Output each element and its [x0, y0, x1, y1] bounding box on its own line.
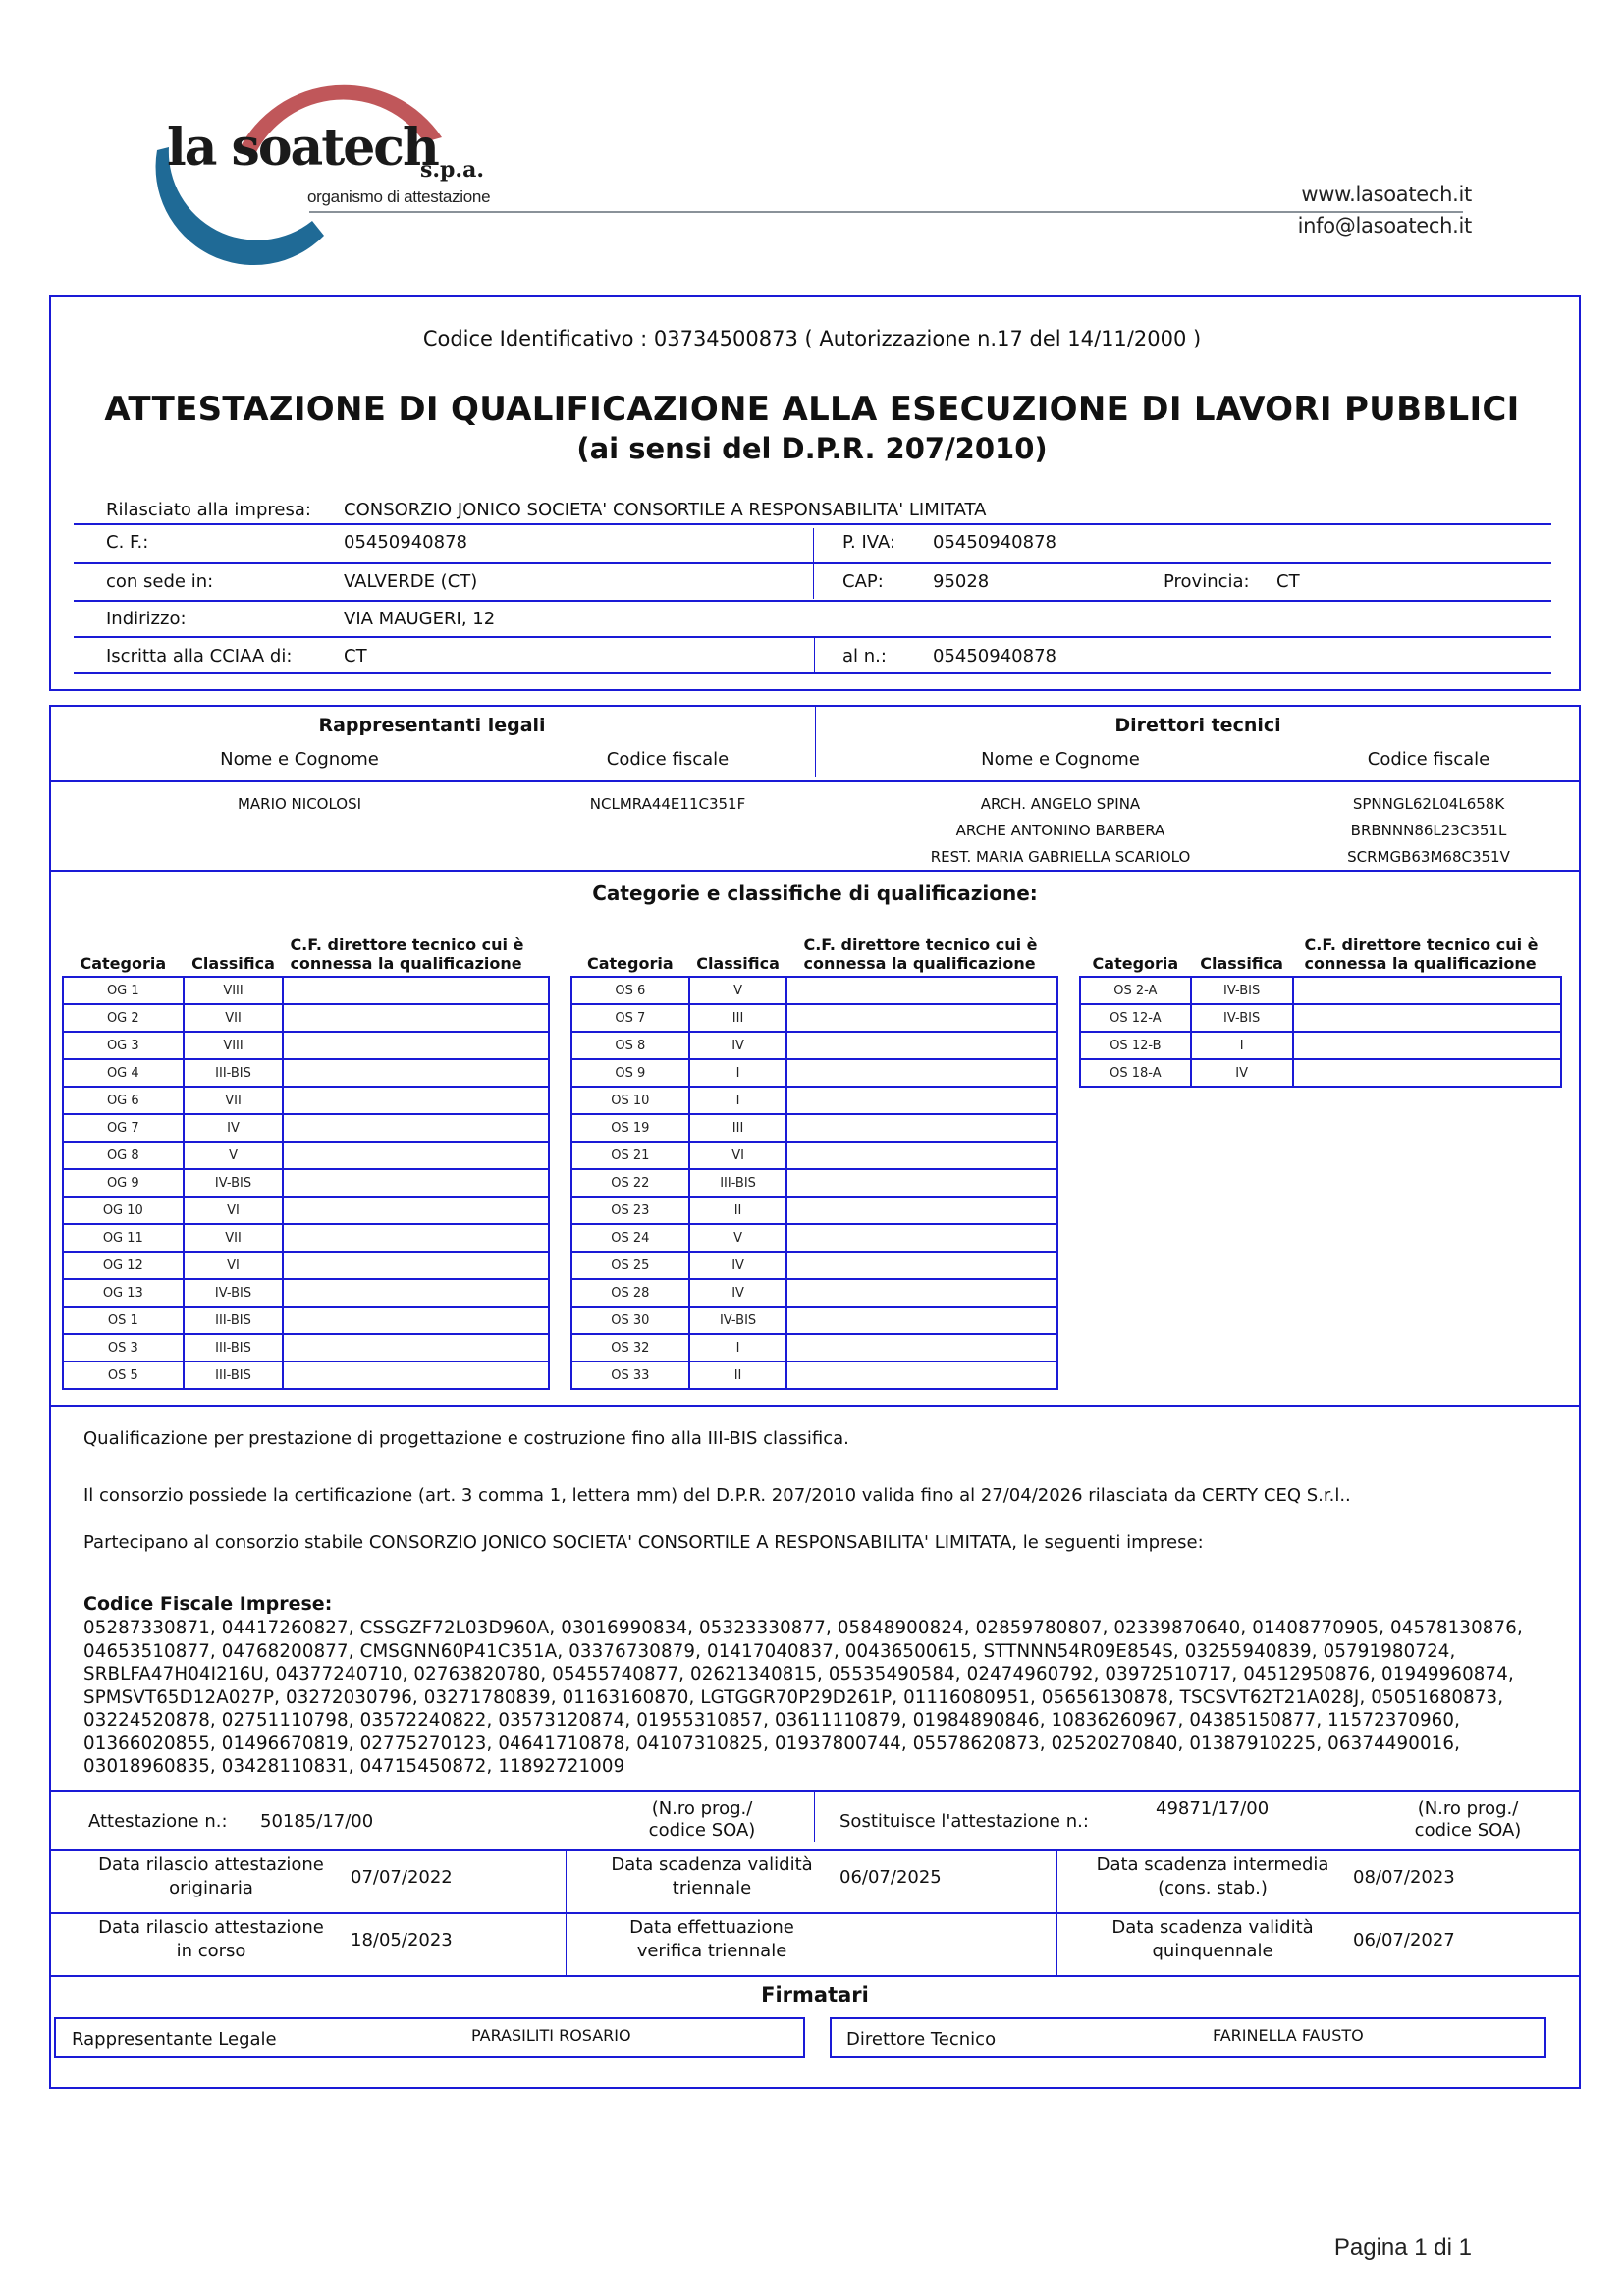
col-categoria: Categoria — [586, 954, 674, 973]
signatory-legal-value: PARASILITI ROSARIO — [471, 2026, 631, 2045]
table-row — [1080, 1004, 1561, 1032]
table-row — [63, 1169, 549, 1197]
classifica-cell: III-BIS — [184, 1059, 284, 1087]
cf-director-cell — [283, 1224, 549, 1252]
category-cell: OS 32 — [571, 1334, 689, 1362]
category-cell: OG 2 — [63, 1004, 184, 1032]
table-row — [63, 1114, 549, 1142]
table-row — [63, 1197, 549, 1224]
table-row — [63, 1334, 549, 1362]
logo-name: la soatech — [167, 118, 438, 178]
classifica-cell: III — [689, 1004, 787, 1032]
logo-tagline: organismo di attestazione — [307, 187, 491, 206]
category-cell: OS 30 — [571, 1307, 689, 1334]
table-row — [63, 1362, 549, 1389]
cf-director-cell — [283, 1197, 549, 1224]
table-row — [63, 1142, 549, 1169]
header-divider — [309, 211, 1463, 213]
provincia-value: CT — [1276, 571, 1300, 592]
classifica-cell: IV — [184, 1114, 284, 1142]
category-cell: OG 7 — [63, 1114, 184, 1142]
cf-director-cell — [786, 1362, 1057, 1389]
sostituisce-value: 49871/17/00 — [1156, 1798, 1270, 1819]
classifica-cell: VI — [184, 1252, 284, 1279]
classifica-cell: VIII — [184, 1032, 284, 1059]
classifica-cell: I — [689, 1334, 787, 1362]
cf-director-cell — [283, 1307, 549, 1334]
cf-director-cell — [786, 1279, 1057, 1307]
classifica-cell: VIII — [184, 977, 284, 1004]
table-row — [1080, 977, 1561, 1004]
table-row — [571, 1032, 1057, 1059]
category-cell: OS 25 — [571, 1252, 689, 1279]
note-certificazione: Il consorzio possiede la certificazione (art. 3 comma 1, lettera mm) del D.P.R. 207/2010 valida fino al 27/04/2026 rilasciata da CERTY CEQ S.r.l.. — [83, 1485, 1351, 1506]
tech-director-cf: SCRMGB63M68C351V — [1347, 848, 1510, 866]
cf-director-cell — [283, 1334, 549, 1362]
table-row — [571, 1307, 1057, 1334]
classifica-cell: III-BIS — [184, 1362, 284, 1389]
classifica-cell: IV-BIS — [1191, 977, 1293, 1004]
divider — [49, 870, 1581, 872]
category-cell: OS 6 — [571, 977, 689, 1004]
table-row — [571, 1142, 1057, 1169]
classifica-cell: I — [1191, 1032, 1293, 1059]
divider — [49, 1790, 1581, 1792]
cf-director-cell — [283, 1362, 549, 1389]
date-label: Data scadenza intermedia (cons. stab.) — [1096, 1854, 1329, 1898]
cf-director-cell — [1293, 1032, 1562, 1059]
rilasciato-value: CONSORZIO JONICO SOCIETA' CONSORTILE A RESPONSABILITA' LIMITATA — [344, 500, 987, 520]
classifica-cell: II — [689, 1197, 787, 1224]
category-cell: OG 1 — [63, 977, 184, 1004]
cf-director-cell — [786, 1087, 1057, 1114]
divider — [815, 707, 816, 777]
signatory-tech-label: Direttore Tecnico — [846, 2029, 997, 2050]
date-value: 08/07/2023 — [1353, 1867, 1455, 1888]
cf-director-cell — [786, 1252, 1057, 1279]
classifica-cell: III-BIS — [184, 1307, 284, 1334]
legal-reps-title: Rappresentanti legali — [318, 715, 546, 736]
category-cell: OS 28 — [571, 1279, 689, 1307]
category-cell: OG 10 — [63, 1197, 184, 1224]
divider — [49, 1405, 1581, 1407]
date-value: 06/07/2027 — [1353, 1930, 1455, 1950]
category-cell: OS 33 — [571, 1362, 689, 1389]
category-cell: OS 5 — [63, 1362, 184, 1389]
codice-identificativo: Codice Identificativo : 03734500873 ( Autorizzazione n.17 del 14/11/2000 ) — [422, 327, 1202, 350]
cf-director-cell — [283, 1252, 549, 1279]
sede-value: VALVERDE (CT) — [344, 571, 478, 592]
category-cell: OS 10 — [571, 1087, 689, 1114]
classifica-cell: VII — [184, 1004, 284, 1032]
table-row — [63, 1059, 549, 1087]
classifica-cell: II — [689, 1362, 787, 1389]
classifica-cell: I — [689, 1059, 787, 1087]
category-cell: OS 2-A — [1080, 977, 1191, 1004]
piva-label: P. IVA: — [842, 532, 896, 553]
classifica-cell: VI — [689, 1142, 787, 1169]
divider — [49, 1912, 1581, 1914]
classifica-cell: IV — [1191, 1059, 1293, 1087]
table-row — [571, 1087, 1057, 1114]
table-row — [63, 977, 549, 1004]
categories-table-1 — [62, 935, 550, 1390]
categories-title: Categorie e classifiche di qualificazione: — [592, 881, 1038, 905]
col-classifica: Classifica — [1200, 954, 1283, 973]
classifica-cell: IV-BIS — [184, 1279, 284, 1307]
classifica-cell: III-BIS — [184, 1334, 284, 1362]
company-info-box — [49, 295, 1581, 691]
cf-director-cell — [283, 1114, 549, 1142]
category-cell: OS 19 — [571, 1114, 689, 1142]
cf-director-cell — [786, 977, 1057, 1004]
rilasciato-label: Rilasciato alla impresa: — [106, 500, 311, 520]
divider — [49, 1975, 1581, 1977]
classifica-cell: VI — [184, 1197, 284, 1224]
note-progettazione: Qualificazione per prestazione di progettazione e costruzione fino alla III-BIS classifica. — [83, 1428, 849, 1449]
classifica-cell: V — [184, 1142, 284, 1169]
table-row — [571, 1004, 1057, 1032]
table-row — [63, 1004, 549, 1032]
classifica-cell: IV — [689, 1252, 787, 1279]
legal-col-cf: Codice fiscale — [606, 749, 730, 770]
category-cell: OS 23 — [571, 1197, 689, 1224]
category-cell: OG 9 — [63, 1169, 184, 1197]
date-value: 18/05/2023 — [351, 1930, 453, 1950]
signatory-tech-value: FARINELLA FAUSTO — [1213, 2026, 1364, 2045]
category-cell: OS 9 — [571, 1059, 689, 1087]
divider — [814, 1792, 815, 1842]
cf-director-cell — [283, 1142, 549, 1169]
col-categoria: Categoria — [1092, 954, 1179, 973]
cf-director-cell — [786, 1197, 1057, 1224]
table-row — [63, 1087, 549, 1114]
table-row — [63, 1307, 549, 1334]
cf-director-cell — [283, 1169, 549, 1197]
categories-table-2 — [570, 935, 1058, 1390]
col-cf-director: C.F. direttore tecnico cui è connessa la qualificazione — [290, 935, 524, 973]
category-cell: OS 21 — [571, 1142, 689, 1169]
category-cell: OS 24 — [571, 1224, 689, 1252]
table-row — [63, 1252, 549, 1279]
category-cell: OS 8 — [571, 1032, 689, 1059]
tech-director-name: ARCHE ANTONINO BARBERA — [955, 822, 1165, 839]
page-title: ATTESTAZIONE DI QUALIFICAZIONE ALLA ESECUZIONE DI LAVORI PUBBLICI — [104, 390, 1520, 429]
divider — [814, 638, 815, 673]
classifica-cell: V — [689, 977, 787, 1004]
table-row — [63, 1032, 549, 1059]
provincia-label: Provincia: — [1164, 571, 1250, 592]
table-row — [63, 1279, 549, 1307]
date-label: Data effettuazione verifica triennale — [629, 1917, 794, 1961]
legal-rep-cf: NCLMRA44E11C351F — [589, 795, 746, 813]
classifica-cell: III — [689, 1114, 787, 1142]
table-row — [571, 977, 1057, 1004]
date-label: Data rilascio attestazione in corso — [98, 1917, 324, 1961]
divider — [49, 1849, 1581, 1851]
col-cf-director: C.F. direttore tecnico cui è connessa la qualificazione — [803, 935, 1038, 973]
website-link[interactable]: www.lasoatech.it — [1301, 183, 1472, 206]
cf-director-cell — [283, 1279, 549, 1307]
tech-director-cf: SPNNGL62L04L658K — [1352, 795, 1505, 813]
date-value: 07/07/2022 — [351, 1867, 453, 1888]
table-row — [571, 1334, 1057, 1362]
date-label: Data scadenza validità triennale — [611, 1854, 813, 1898]
col-cf-director: C.F. direttore tecnico cui è connessa la qualificazione — [1304, 935, 1539, 973]
divider — [566, 1851, 567, 1912]
category-cell: OS 12-B — [1080, 1032, 1191, 1059]
classifica-cell: III-BIS — [689, 1169, 787, 1197]
classifica-cell: VII — [184, 1224, 284, 1252]
category-cell: OS 18-A — [1080, 1059, 1191, 1087]
tech-director-name: REST. MARIA GABRIELLA SCARIOLO — [930, 848, 1191, 866]
sostituisce-label: Sostituisce l'attestazione n.: — [839, 1811, 1089, 1832]
signatory-legal-label: Rappresentante Legale — [72, 2029, 277, 2050]
firmatari-title: Firmatari — [761, 1983, 869, 2006]
nro-prog-note: (N.ro prog./ codice SOA) — [1414, 1798, 1522, 1841]
col-classifica: Classifica — [696, 954, 780, 973]
cf-imprese-label: Codice Fiscale Imprese: — [83, 1593, 333, 1615]
cf-director-cell — [786, 1334, 1057, 1362]
divider — [1056, 1851, 1057, 1912]
table-row — [571, 1279, 1057, 1307]
cf-director-cell — [1293, 977, 1562, 1004]
category-cell: OG 4 — [63, 1059, 184, 1087]
divider — [1056, 1914, 1057, 1975]
divider — [74, 600, 1551, 602]
piva-value: 05450940878 — [933, 532, 1056, 553]
classifica-cell: IV-BIS — [689, 1307, 787, 1334]
category-cell: OS 3 — [63, 1334, 184, 1362]
categories-table-3 — [1079, 935, 1562, 1088]
cf-director-cell — [283, 977, 549, 1004]
classifica-cell: I — [689, 1087, 787, 1114]
attestazione-value: 50185/17/00 — [260, 1811, 374, 1832]
divider — [566, 1914, 567, 1975]
date-label: Data scadenza validità quinquennale — [1111, 1917, 1314, 1961]
col-classifica: Classifica — [191, 954, 275, 973]
cciaa-value: CT — [344, 646, 367, 667]
category-cell: OS 22 — [571, 1169, 689, 1197]
tech-director-name: ARCH. ANGELO SPINA — [980, 795, 1141, 813]
cf-director-cell — [786, 1224, 1057, 1252]
category-cell: OS 12-A — [1080, 1004, 1191, 1032]
divider — [49, 780, 1581, 782]
sede-label: con sede in: — [106, 571, 214, 592]
table-row — [571, 1197, 1057, 1224]
table-row — [1080, 1059, 1561, 1087]
legal-col-name: Nome e Cognome — [220, 749, 379, 770]
divider — [74, 636, 1551, 638]
note-partecipano: Partecipano al consorzio stabile CONSORZIO JONICO SOCIETA' CONSORTILE A RESPONSABILITA' LIMITATA, le seguenti imprese: — [83, 1532, 1204, 1553]
tech-directors-title: Direttori tecnici — [1114, 715, 1281, 736]
classifica-cell: IV — [689, 1279, 787, 1307]
page-number: Pagina 1 di 1 — [1333, 2234, 1472, 2261]
category-cell: OG 8 — [63, 1142, 184, 1169]
cf-imprese-list: 05287330871, 04417260827, CSSGZF72L03D960A, 03016990834, 05323330877, 05848900824, 02859780807, 02339870640, 01408770905, 04578130876, 04653510877, 04768200877, CMSGNN60P41C351A, 03376730879, 01417040837, 00436500615, STTNNN54R09E854S, 03255940839, 05791980724, SRBLFA47H04I216U, 04377240710, 02763820780, 05455740877, 02621340815, 05535490584, 02474960792, 03972510717, 04512950876, 01949960874, SPMSVT65D12A027P, 03272030796, 03271780839, 01163160870, LGTGGR70P29D261P, 01116080951, 05656130878, TSCSVT62T21A028J, 05051680873, 03224520878, 02751110798, 03572240822, 03573120874, 01955310857, 03611110879, 01984890846, 10836260967, 04385150877, 11572370960, 01366020855, 01496670819, 02775270123, 04641710878, 04107310825, 01937800744, 05578620873, 02520270840, 01387910225, 06374490016, 03018960835, 03428110831, 04715450872, 11892721009 — [83, 1618, 1523, 1777]
classifica-cell: IV-BIS — [184, 1169, 284, 1197]
category-cell: OG 3 — [63, 1032, 184, 1059]
category-cell: OS 1 — [63, 1307, 184, 1334]
tech-director-cf: BRBNNN86L23C351L — [1350, 822, 1507, 839]
nro-prog-note: (N.ro prog./ codice SOA) — [648, 1798, 756, 1841]
cf-director-cell — [786, 1142, 1057, 1169]
email-link[interactable]: info@lasoatech.it — [1297, 214, 1472, 238]
table-row — [571, 1362, 1057, 1389]
category-cell: OS 7 — [571, 1004, 689, 1032]
cf-director-cell — [786, 1032, 1057, 1059]
table-row — [1080, 1032, 1561, 1059]
cf-director-cell — [283, 1032, 549, 1059]
table-row — [571, 1059, 1057, 1087]
cf-director-cell — [283, 1059, 549, 1087]
cf-director-cell — [786, 1169, 1057, 1197]
table-row — [571, 1114, 1057, 1142]
tech-col-cf: Codice fiscale — [1367, 749, 1490, 770]
aln-label: al n.: — [842, 646, 887, 667]
cf-director-cell — [786, 1307, 1057, 1334]
logo-suffix: s.p.a. — [420, 157, 485, 183]
cf-director-cell — [786, 1114, 1057, 1142]
col-categoria: Categoria — [80, 954, 167, 973]
aln-value: 05450940878 — [933, 646, 1056, 667]
classifica-cell: IV-BIS — [1191, 1004, 1293, 1032]
cf-director-cell — [1293, 1059, 1562, 1087]
cap-label: CAP: — [842, 571, 884, 592]
legal-rep-name: MARIO NICOLOSI — [237, 795, 362, 813]
cf-director-cell — [1293, 1004, 1562, 1032]
divider — [74, 672, 1551, 674]
table-row — [571, 1169, 1057, 1197]
classifica-cell: IV — [689, 1032, 787, 1059]
tech-col-name: Nome e Cognome — [981, 749, 1140, 770]
date-label: Data rilascio attestazione originaria — [98, 1854, 324, 1898]
attestazione-label: Attestazione n.: — [88, 1811, 228, 1832]
cf-value: 05450940878 — [344, 532, 467, 553]
cf-director-cell — [786, 1059, 1057, 1087]
classifica-cell: VII — [184, 1087, 284, 1114]
category-cell: OG 13 — [63, 1279, 184, 1307]
category-cell: OG 11 — [63, 1224, 184, 1252]
cciaa-label: Iscritta alla CCIAA di: — [106, 646, 293, 667]
table-row — [571, 1224, 1057, 1252]
page-subtitle: (ai sensi del D.P.R. 207/2010) — [576, 432, 1048, 465]
indirizzo-label: Indirizzo: — [106, 609, 187, 629]
category-cell: OG 6 — [63, 1087, 184, 1114]
cf-director-cell — [283, 1087, 549, 1114]
cf-director-cell — [283, 1004, 549, 1032]
divider — [74, 523, 1551, 525]
cap-value: 95028 — [933, 571, 990, 592]
indirizzo-value: VIA MAUGERI, 12 — [344, 609, 496, 629]
table-row — [571, 1252, 1057, 1279]
cf-label: C. F.: — [106, 532, 149, 553]
classifica-cell: V — [689, 1224, 787, 1252]
date-value: 06/07/2025 — [839, 1867, 942, 1888]
cf-director-cell — [786, 1004, 1057, 1032]
divider — [813, 528, 814, 599]
table-row — [63, 1224, 549, 1252]
category-cell: OG 12 — [63, 1252, 184, 1279]
